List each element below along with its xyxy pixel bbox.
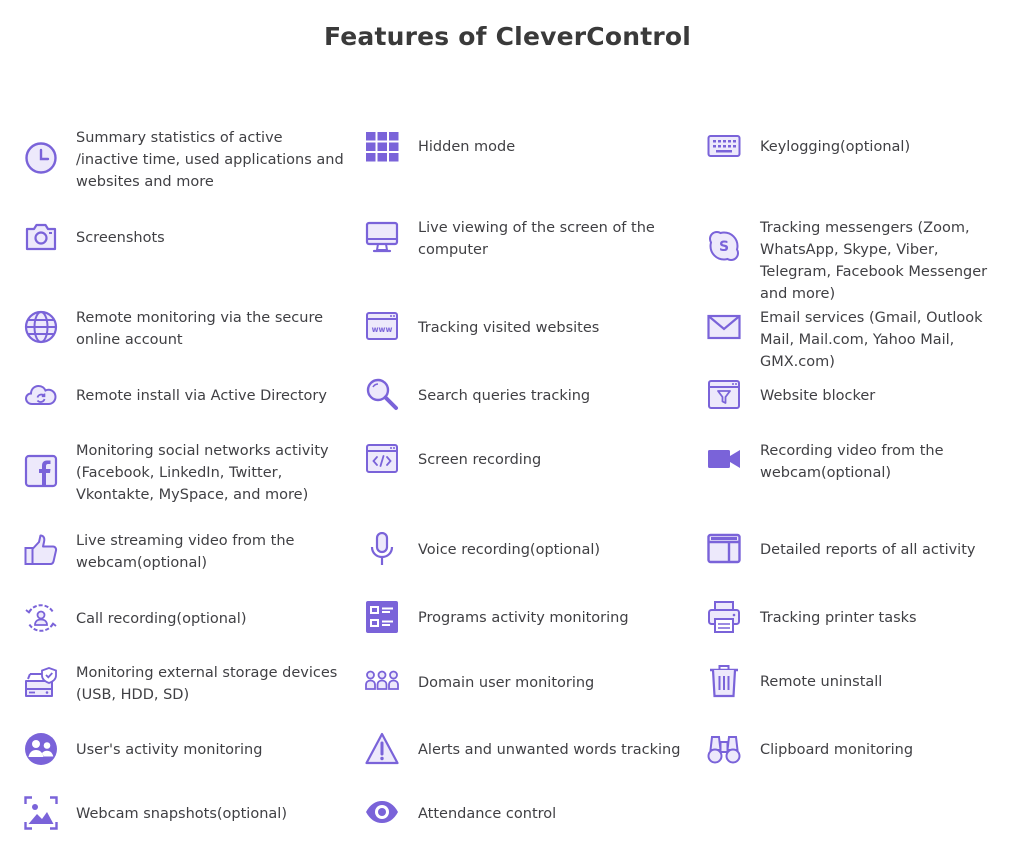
storage-shield-icon	[24, 666, 58, 700]
feature-item	[707, 532, 1012, 566]
eye-icon	[365, 795, 399, 829]
facebook-icon	[24, 454, 58, 488]
alert-triangle-icon	[365, 732, 399, 766]
feature-item	[707, 378, 1012, 412]
user-group-icon	[365, 665, 399, 699]
feature-label: Live viewing of the screen of the computer	[418, 220, 655, 258]
feature-label: User's activity monitoring	[76, 742, 263, 758]
feature-item	[24, 378, 344, 412]
feature-label: Remote monitoring via the secure online account	[76, 310, 324, 348]
feature-item	[24, 440, 344, 506]
feature-label: Tracking messengers (Zoom, WhatsApp, Skype, Viber, Telegram, Facebook Messenger and more)	[760, 220, 988, 302]
binoculars-icon	[707, 732, 741, 766]
video-camera-icon	[707, 442, 741, 476]
report-layout-icon	[707, 532, 741, 566]
printer-icon	[707, 600, 741, 634]
feature-label: Tracking printer tasks	[760, 610, 917, 626]
feature-item	[707, 307, 1012, 370]
feature-label: Summary statistics of active /inactive time, used applications and websites and more	[76, 130, 344, 190]
feature-item	[365, 378, 685, 412]
feature-label: Programs activity monitoring	[418, 610, 629, 626]
feature-item	[365, 130, 685, 164]
browser-filter-icon	[707, 378, 741, 412]
feature-label: Tracking visited websites	[418, 320, 600, 336]
feature-label: Website blocker	[760, 388, 876, 404]
feature-label: Remote uninstall	[760, 674, 883, 690]
feature-label: Live streaming video from the webcam(optional)	[76, 533, 295, 571]
skype-icon	[707, 229, 741, 263]
feature-label: Hidden mode	[418, 139, 516, 155]
feature-label: Voice recording(optional)	[418, 542, 601, 558]
feature-item	[24, 731, 344, 767]
page-title: Features of CleverControl	[323, 22, 692, 51]
feature-item	[365, 217, 685, 263]
www-browser-icon	[365, 310, 399, 344]
feature-item	[365, 795, 685, 831]
feature-item	[24, 601, 344, 635]
feature-label: Monitoring external storage devices (USB, HDD, SD)	[76, 665, 338, 703]
feature-label: Alerts and unwanted words tracking	[418, 742, 681, 758]
microphone-icon	[365, 532, 399, 566]
feature-label: Attendance control	[418, 806, 557, 822]
feature-item	[365, 599, 685, 635]
feature-item	[24, 307, 344, 351]
feature-item	[24, 662, 344, 706]
feature-item	[365, 731, 685, 767]
feature-item	[24, 127, 344, 193]
envelope-icon	[707, 310, 741, 344]
feature-label: Call recording(optional)	[76, 611, 247, 627]
feature-label: Webcam snapshots(optional)	[76, 806, 287, 822]
monitor-icon	[365, 220, 399, 254]
feature-item	[24, 795, 344, 831]
feature-label: Clipboard monitoring	[760, 742, 914, 758]
feature-label: Screen recording	[418, 452, 542, 468]
feature-item	[24, 220, 344, 254]
feature-label: Monitoring social networks activity (Facebook, LinkedIn, Twitter, Vkontakte, MySpace, and more)	[76, 443, 329, 503]
keyboard-icon	[707, 130, 741, 164]
camera-icon	[24, 220, 58, 254]
users-circle-icon	[24, 732, 58, 766]
feature-item	[24, 530, 344, 574]
clock-icon	[24, 141, 58, 175]
feature-item	[707, 599, 1012, 635]
photo-frame-icon	[24, 796, 58, 830]
call-recording-icon	[24, 601, 58, 635]
feature-item	[707, 663, 1012, 699]
feature-label: Search queries tracking	[418, 388, 591, 404]
feature-item	[707, 731, 1012, 767]
feature-label: Domain user monitoring	[418, 675, 595, 691]
checklist-icon	[365, 600, 399, 634]
feature-label: Detailed reports of all activity	[760, 542, 976, 558]
cloud-sync-icon	[24, 378, 58, 412]
feature-label: Email services (Gmail, Outlook Mail, Mail.com, Yahoo Mail, GMX.com)	[760, 310, 983, 370]
feature-item	[365, 530, 685, 568]
feature-label: Keylogging(optional)	[760, 139, 911, 155]
grid-icon	[365, 130, 399, 164]
feature-item	[365, 442, 685, 476]
thumbs-up-icon	[24, 533, 58, 567]
code-window-icon	[365, 442, 399, 476]
feature-label: Recording video from the webcam(optional)	[760, 443, 944, 481]
trash-icon	[707, 664, 741, 698]
feature-label: Screenshots	[76, 230, 165, 246]
feature-item	[707, 130, 1012, 164]
feature-label: Remote install via Active Directory	[76, 388, 327, 404]
feature-item	[365, 310, 685, 344]
svg-text:www: www	[371, 325, 393, 334]
feature-item	[365, 665, 685, 699]
feature-item	[707, 217, 1012, 302]
globe-icon	[24, 310, 58, 344]
svg-text:S: S	[718, 239, 730, 255]
magnifier-icon	[365, 378, 399, 412]
feature-item	[707, 440, 1012, 484]
